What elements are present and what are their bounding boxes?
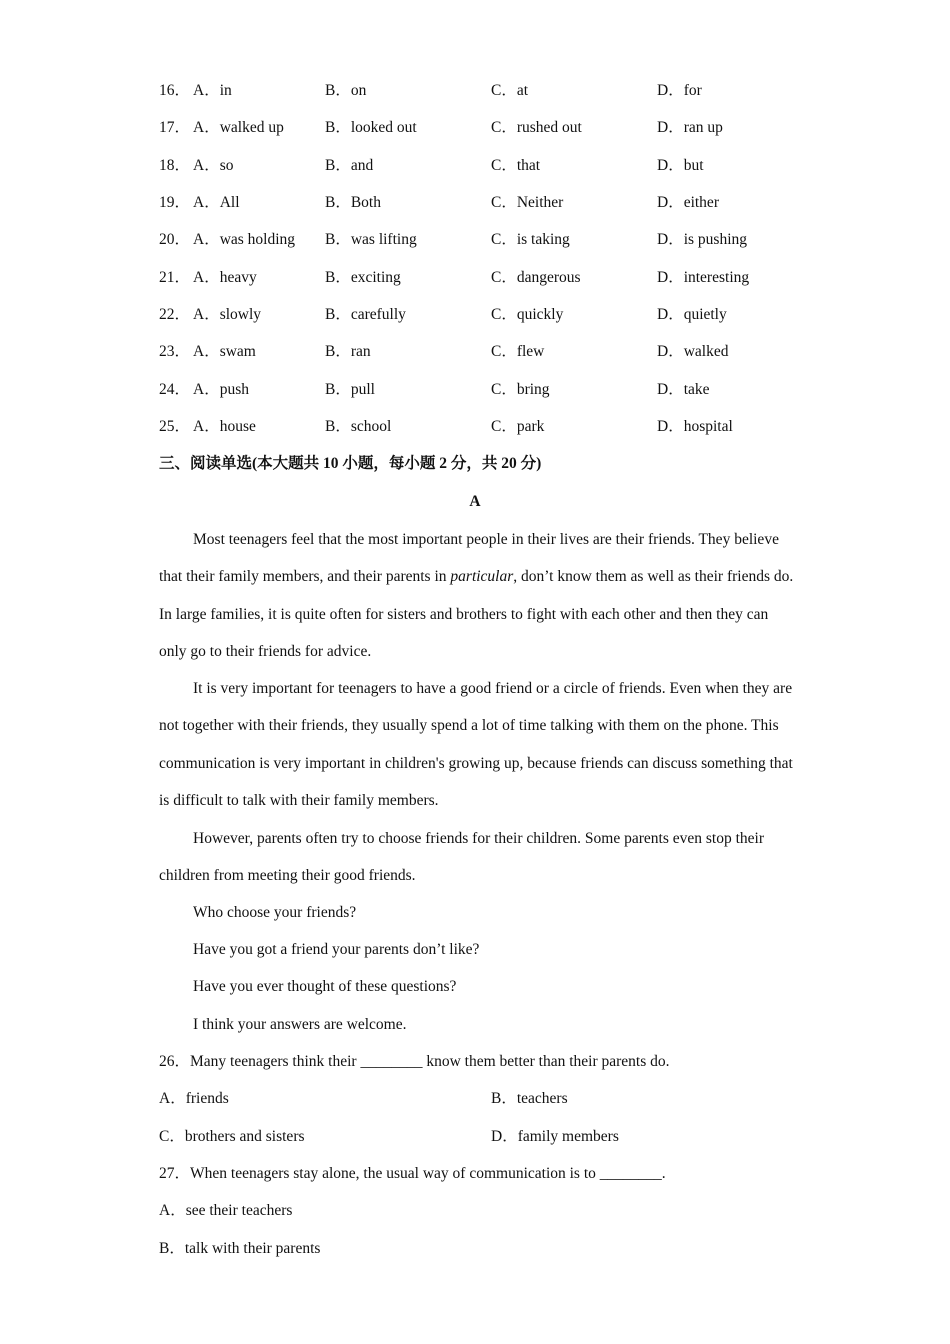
option-d: D．interesting <box>657 269 750 286</box>
option-a: A．was holding <box>193 231 296 248</box>
question-number: 24． <box>159 381 191 398</box>
question-number: 23． <box>159 343 191 360</box>
option-a: A．heavy <box>193 269 257 286</box>
option-d: D．quietly <box>657 306 727 323</box>
question-number: 21． <box>159 269 191 286</box>
option-d: D．is pushing <box>657 231 747 248</box>
option-a: A．push <box>193 381 249 398</box>
cloze-question-19 <box>159 191 799 215</box>
question-number: 25． <box>159 418 191 435</box>
option-c: C．is taking <box>491 231 570 248</box>
question-27-stem: 27．When teenagers stay alone, the usual way of communication is to ________. <box>159 1165 666 1182</box>
option-b: B．pull <box>325 381 375 398</box>
cloze-question-20 <box>159 228 799 252</box>
option-a: A．walked up <box>193 119 284 136</box>
option-b: B．was lifting <box>325 231 417 248</box>
question-26-option-d: D．family members <box>491 1128 619 1145</box>
option-a: A．in <box>193 82 232 99</box>
option-c: C．at <box>491 82 529 99</box>
option-a: A．slowly <box>193 306 262 323</box>
option-a: A．swam <box>193 343 256 360</box>
option-d: D．hospital <box>657 418 733 435</box>
cloze-question-17 <box>159 116 799 140</box>
option-c: C．flew <box>491 343 545 360</box>
question-number: 19． <box>159 194 191 211</box>
option-c: C．that <box>491 157 541 174</box>
cloze-question-18 <box>159 154 799 178</box>
option-b: B．school <box>325 418 392 435</box>
passage-line-4: I think your answers are welcome. <box>193 1016 407 1033</box>
cloze-question-23 <box>159 340 799 364</box>
cloze-question-22 <box>159 303 799 327</box>
cloze-question-25 <box>159 415 799 439</box>
option-c: C．Neither <box>491 194 564 211</box>
option-c: C．dangerous <box>491 269 581 286</box>
cloze-question-24 <box>159 378 799 402</box>
option-a: A．so <box>193 157 234 174</box>
cloze-question-21 <box>159 266 799 290</box>
option-b: B．and <box>325 157 374 174</box>
cloze-question-16 <box>159 79 799 103</box>
passage-line-2: Have you got a friend your parents don’t like? <box>193 941 480 958</box>
question-27-option-a: A．see their teachers <box>159 1202 293 1219</box>
option-b: B．exciting <box>325 269 401 286</box>
option-c: C．bring <box>491 381 550 398</box>
option-c: C．park <box>491 418 545 435</box>
passage-paragraph-3: However, parents often try to choose friends for their children. Some parents even stop their children from meeting their good friends. <box>159 830 764 885</box>
passage-line-3: Have you ever thought of these questions? <box>193 978 457 995</box>
passage-line-1: Who choose your friends? <box>193 904 357 921</box>
question-27-option-b: B．talk with their parents <box>159 1240 321 1257</box>
question-26-option-c: C．brothers and sisters <box>159 1128 305 1145</box>
question-number: 20． <box>159 231 191 248</box>
question-26-option-a: A．friends <box>159 1090 229 1107</box>
option-b: B．carefully <box>325 306 406 323</box>
option-d: D．either <box>657 194 719 211</box>
question-number: 16． <box>159 82 191 99</box>
option-b: B．looked out <box>325 119 417 136</box>
option-a: A．house <box>193 418 256 435</box>
option-b: B．Both <box>325 194 381 211</box>
question-number: 22． <box>159 306 191 323</box>
option-b: B．on <box>325 82 367 99</box>
option-c: C．quickly <box>491 306 564 323</box>
paragraph-1-text-end: , don’t know them as well as their friends do. In large families, it is quite often for sisters and brothers to fight with each other and then they can only go to their friends for advice. <box>159 568 794 660</box>
option-d: D．ran up <box>657 119 723 136</box>
option-d: D．walked <box>657 343 729 360</box>
option-d: D．but <box>657 157 704 174</box>
question-number: 17． <box>159 119 191 136</box>
passage-title: A <box>469 493 481 510</box>
option-d: D．for <box>657 82 702 99</box>
question-26-stem: 26．Many teenagers think their ________ know them better than their parents do. <box>159 1053 670 1070</box>
option-d: D．take <box>657 381 710 398</box>
option-c: C．rushed out <box>491 119 582 136</box>
passage-paragraph-1 <box>159 521 799 670</box>
paragraph-1-text-start: Most teenagers feel that the most important people in their lives are their friends. They believe that their family members, and their parents in <box>159 531 779 586</box>
question-26-option-b: B．teachers <box>491 1090 568 1107</box>
section-title: 三、阅读单选(本大题共 10 小题，每小题 2 分，共 20 分) <box>159 455 542 472</box>
italic-word: particular <box>450 568 514 586</box>
option-b: B．ran <box>325 343 371 360</box>
passage-paragraph-2: It is very important for teenagers to have a good friend or a circle of friends. Even when they are not together with their friends, they usually spend a lot of time talking with them on the phone. This communication is very important in children's growing up, because friends can discuss something that is difficult to talk with their family members. <box>159 680 793 809</box>
question-number: 18． <box>159 157 191 174</box>
option-a: A．All <box>193 194 240 211</box>
